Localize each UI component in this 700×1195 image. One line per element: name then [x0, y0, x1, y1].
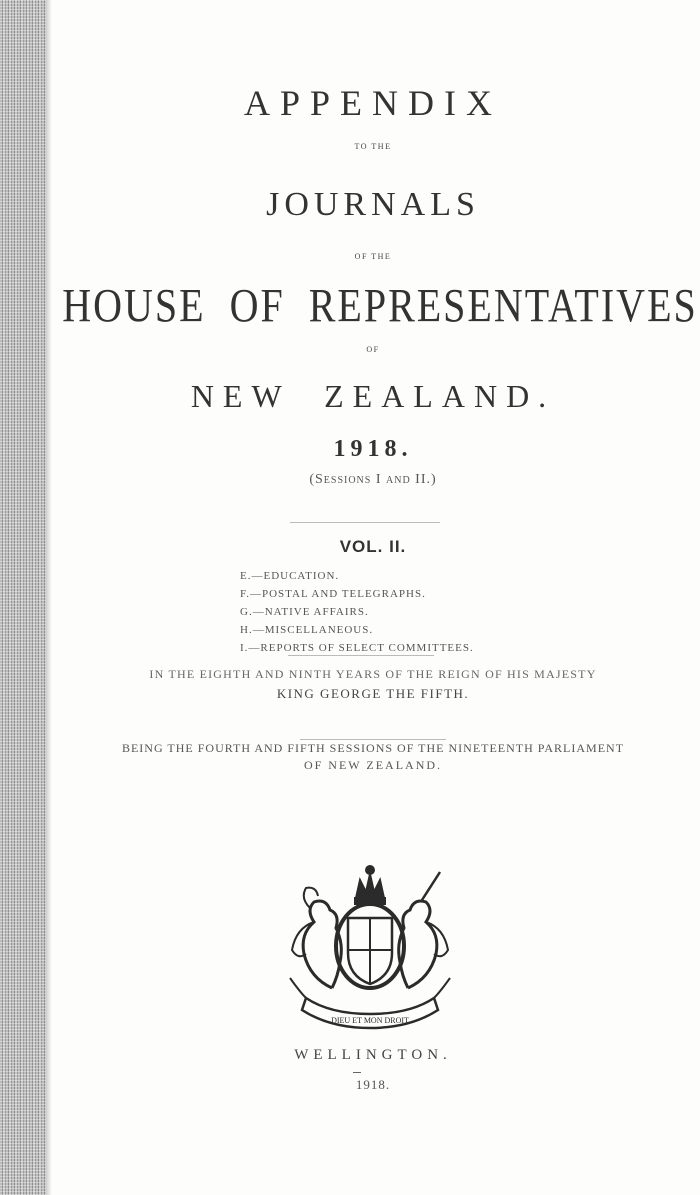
binding-spine	[0, 0, 46, 1195]
reign-line: IN THE EIGHTH AND NINTH YEARS OF THE REIGN OF HIS MAJESTY	[149, 667, 597, 681]
print-year: 1918.	[355, 1077, 391, 1092]
motto-text: DIEU ET MON DROIT	[331, 1016, 409, 1025]
parliament-line: BEING THE FOURTH AND FIFTH SESSIONS OF THE NINETEENTH PARLIAMENT	[121, 741, 625, 755]
contents-item: F.—POSTAL AND TELEGRAPHS.	[240, 588, 426, 600]
divider-rule	[290, 522, 440, 523]
volume-label: VOL. II.	[339, 537, 407, 556]
divider-rule	[300, 739, 446, 740]
contents-item: G.—NATIVE AFFAIRS.	[240, 606, 369, 618]
king-line: KING GEORGE THE FIFTH.	[276, 686, 470, 701]
contents-list	[240, 567, 474, 657]
journals-heading: JOURNALS	[266, 186, 480, 223]
of-the-label: OF THE	[354, 252, 392, 261]
country-heading: NEW ZEALAND.	[190, 378, 556, 414]
dash-rule	[353, 1072, 361, 1073]
place-of-publication: WELLINGTON.	[294, 1047, 452, 1063]
to-the-label: TO THE	[354, 142, 392, 151]
appendix-heading: APPENDIX	[243, 83, 502, 123]
divider-rule	[288, 655, 434, 656]
contents-item: H.—MISCELLANEOUS.	[240, 624, 374, 636]
of-new-zealand-line: OF NEW ZEALAND.	[303, 758, 443, 772]
contents-item: E.—EDUCATION.	[240, 570, 340, 582]
of-label: OF	[366, 345, 380, 354]
sessions-label: (Sessions I and II.)	[309, 472, 437, 487]
year-heading: 1918.	[333, 436, 413, 462]
royal-coat-of-arms-icon	[270, 858, 470, 1038]
contents-item: I.—REPORTS OF SELECT COMMITTEES.	[240, 642, 474, 654]
house-heading: HOUSE OF REPRESENTATIVES	[62, 279, 698, 333]
